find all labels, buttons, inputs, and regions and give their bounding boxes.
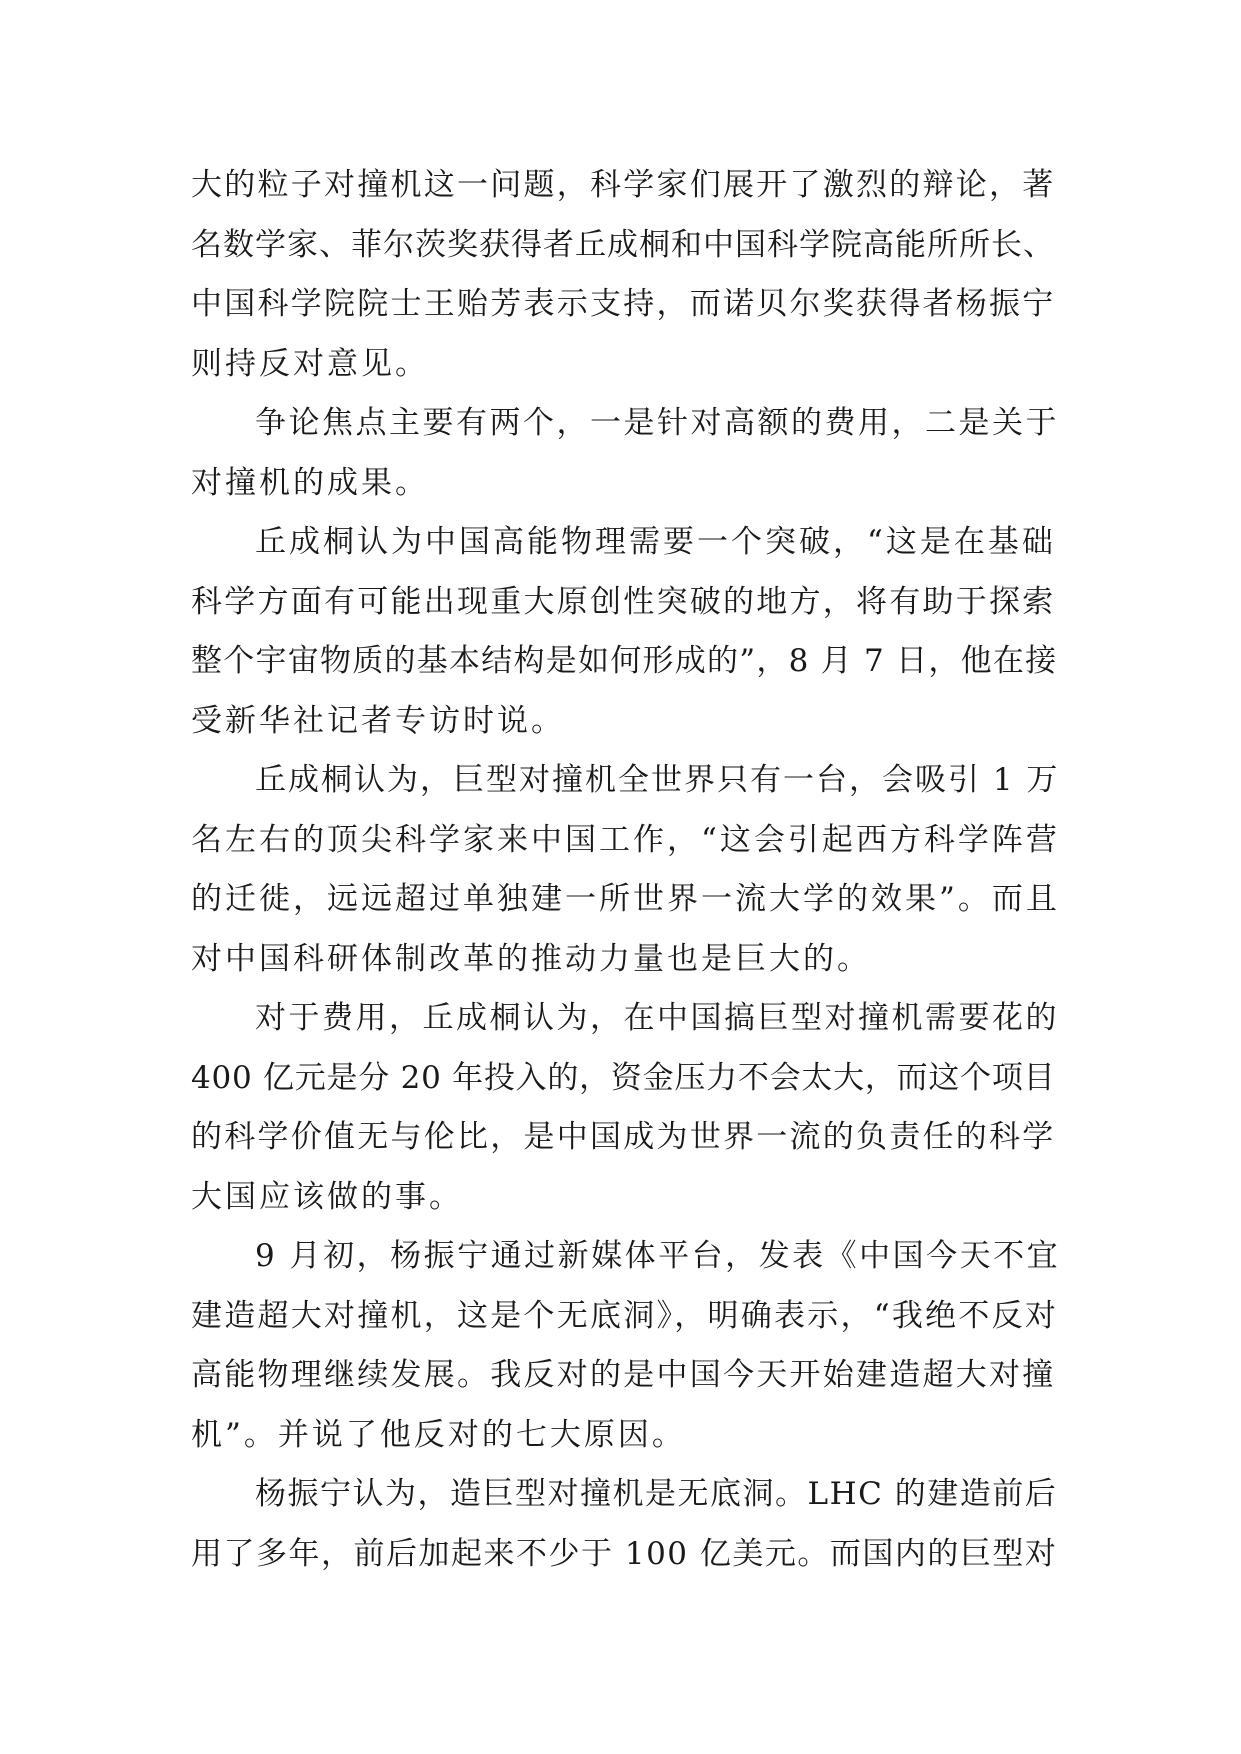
- paragraph-first-line: 丘成桐认为，巨型对撞机全世界只有一台，会吸引 1 万: [255, 762, 1060, 798]
- text-line: 用了多年，前后加起来不少于 100 亿美元。而国内的巨型对: [191, 1535, 1058, 1572]
- text-line: 名数学家、菲尔茨奖获得者丘成桐和中国科学院高能所所长、: [191, 226, 1055, 263]
- text-line: 高能物理继续发展。我反对的是中国今天开始建造超大对撞: [191, 1357, 1056, 1393]
- text-line: 中国科学院院士王贻芳表示支持，而诺贝尔奖获得者杨振宁: [191, 286, 1056, 322]
- text-line: 整个宇宙物质的基本结构是如何形成的”，8 月 7 日，他在接: [191, 643, 1058, 679]
- paragraph-first-line: 争论焦点主要有两个，一是针对高额的费用，二是关于: [255, 405, 1059, 441]
- text-line: 大的粒子对撞机这一问题，科学家们展开了激烈的辩论，著: [191, 167, 1056, 203]
- text-line: 科学方面有可能出现重大原创性突破的地方，将有助于探索: [191, 583, 1056, 620]
- text-line: 的科学价值无与伦比，是中国成为世界一流的负责任的科学: [191, 1119, 1056, 1155]
- text-line: 对撞机的成果。: [191, 464, 429, 501]
- paragraph-first-line: 丘成桐认为中国高能物理需要一个突破，“这是在基础: [255, 524, 1056, 560]
- text-line: 机”。并说了他反对的七大原因。: [191, 1416, 686, 1453]
- paragraph-first-line: 对于费用，丘成桐认为，在中国搞巨型对撞机需要花的: [255, 1000, 1059, 1036]
- text-line: 对中国科研体制改革的推动力量也是巨大的。: [191, 940, 871, 977]
- text-line: 受新华社记者专访时说。: [191, 702, 565, 739]
- text-line: 400 亿元是分 20 年投入的，资金压力不会太大，而这个项目: [191, 1059, 1056, 1096]
- text-line: 的迁徙，远远超过单独建一所世界一流大学的效果”。而且: [191, 881, 1060, 917]
- text-line: 大国应该做的事。: [191, 1178, 463, 1215]
- body-text: [191, 156, 1061, 1584]
- text-line: 则持反对意见。: [191, 345, 429, 382]
- paragraph-first-line: 9 月初，杨振宁通过新媒体平台，发表《中国今天不宜: [255, 1238, 1061, 1274]
- text-line: 建造超大对撞机，这是个无底洞》，明确表示，“我绝不反对: [191, 1297, 1059, 1334]
- text-line: 名左右的顶尖科学家来中国工作，“这会引起西方科学阵营: [191, 821, 1060, 858]
- paragraph-first-line: 杨振宁认为，造巨型对撞机是无底洞。LHC 的建造前后: [255, 1476, 1058, 1512]
